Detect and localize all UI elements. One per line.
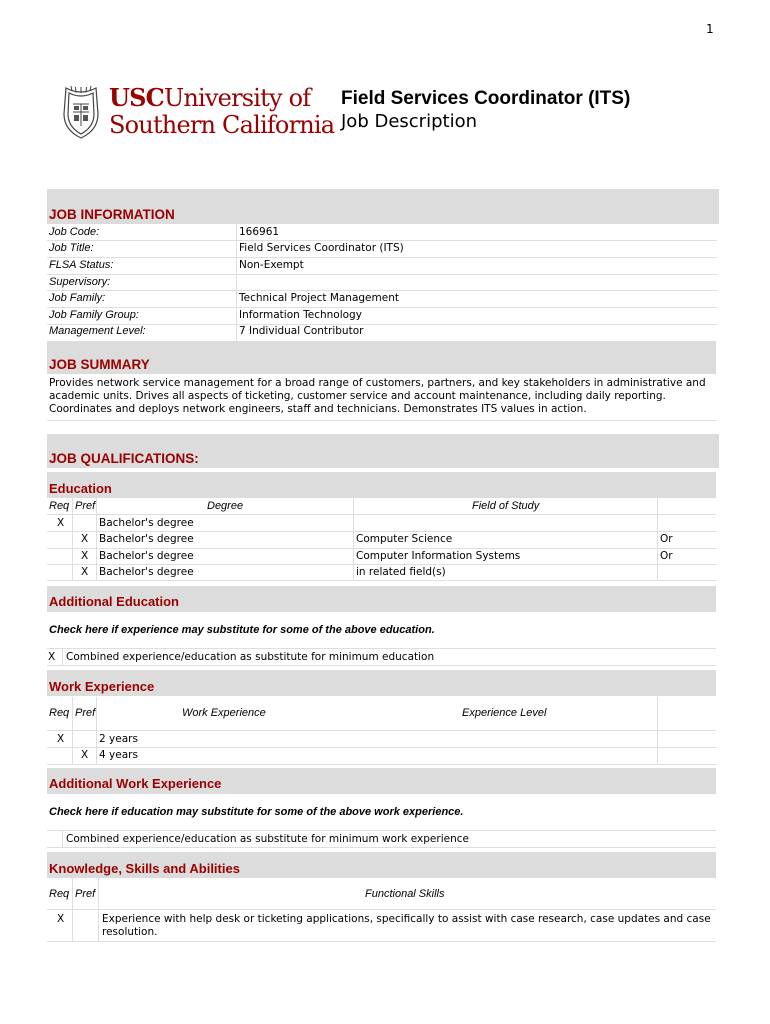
job-code-value: 166961 bbox=[239, 226, 280, 238]
ksa-skill-line: Experience with help desk or ticketing applications, specifically to assist with case research, case updates and case bbox=[102, 913, 711, 925]
job-family-value: Technical Project Management bbox=[239, 292, 399, 304]
job-family-label: Job Family: bbox=[49, 292, 106, 304]
education-degree: Bachelor's degree bbox=[99, 566, 194, 578]
job-summary-text bbox=[49, 377, 706, 416]
ksa-skill-text bbox=[102, 913, 711, 939]
job-summary-line: Provides network service management for a broad range of customers, partners, and key stakeholders in administrative and bbox=[49, 377, 706, 389]
work-experience-value: 4 years bbox=[99, 749, 138, 761]
ksa-col-req: Req bbox=[49, 888, 70, 900]
education-col-field: Field of Study bbox=[472, 500, 540, 512]
ksa-skill-line: resolution. bbox=[102, 926, 158, 938]
job-summary-heading: JOB SUMMARY bbox=[49, 357, 150, 372]
work-experience-heading: Work Experience bbox=[49, 679, 155, 694]
education-field: Computer Science bbox=[356, 533, 453, 545]
page-number: 1 bbox=[706, 22, 714, 36]
education-or: Or bbox=[660, 533, 673, 545]
logo-university: University of bbox=[163, 84, 311, 112]
work-col-level: Experience Level bbox=[462, 707, 547, 719]
ksa-req-mark: X bbox=[57, 913, 65, 925]
additional-education-item: Combined experience/education as substitute for minimum education bbox=[66, 651, 435, 663]
education-heading: Education bbox=[49, 481, 112, 496]
additional-work-experience-note: Check here if education may substitute for some of the above work experience. bbox=[49, 806, 464, 818]
job-title-label: Job Title: bbox=[49, 242, 94, 254]
flsa-status-value: Non-Exempt bbox=[239, 259, 304, 271]
job-qualifications-heading: JOB QUALIFICATIONS: bbox=[49, 451, 199, 466]
job-family-group-label: Job Family Group: bbox=[49, 309, 139, 321]
job-summary-line: academic units. Drives all aspects of ticketing, customer service and account maintenance, including daily reporting. bbox=[49, 390, 666, 402]
work-col-pref: Pref bbox=[75, 707, 96, 719]
additional-education-checkbox: X bbox=[48, 651, 56, 663]
education-or: Or bbox=[660, 550, 673, 562]
job-code-label: Job Code: bbox=[49, 226, 100, 238]
usc-seal-icon bbox=[58, 84, 104, 140]
education-pref-mark: X bbox=[81, 550, 89, 562]
work-col-req: Req bbox=[49, 707, 70, 719]
ksa-heading: Knowledge, Skills and Abilities bbox=[49, 861, 240, 876]
education-header bbox=[47, 472, 716, 498]
document-subtitle: Job Description bbox=[341, 111, 477, 132]
supervisory-label: Supervisory: bbox=[49, 276, 111, 288]
ksa-col-skills: Functional Skills bbox=[365, 888, 445, 900]
education-table bbox=[47, 498, 716, 581]
work-experience-table bbox=[47, 697, 716, 765]
education-field: Computer Information Systems bbox=[356, 550, 521, 562]
education-col-pref: Pref bbox=[75, 500, 96, 512]
education-pref-mark: X bbox=[81, 566, 89, 578]
education-degree: Bachelor's degree bbox=[99, 517, 194, 529]
education-degree: Bachelor's degree bbox=[99, 533, 194, 545]
education-col-degree: Degree bbox=[207, 500, 244, 512]
work-req-mark: X bbox=[57, 733, 65, 745]
education-degree: Bachelor's degree bbox=[99, 550, 194, 562]
logo-southern-california: Southern California bbox=[109, 111, 335, 139]
document-title: Field Services Coordinator (ITS) bbox=[341, 88, 631, 109]
job-information-table bbox=[47, 224, 719, 341]
ksa-col-pref: Pref bbox=[75, 888, 96, 900]
logo-usc: USC bbox=[109, 83, 164, 112]
work-pref-mark: X bbox=[81, 749, 89, 761]
management-level-label: Management Level: bbox=[49, 325, 146, 337]
work-col-experience: Work Experience bbox=[182, 707, 266, 719]
ksa-table bbox=[47, 878, 716, 942]
additional-work-experience-item: Combined experience/education as substitute for minimum work experience bbox=[66, 833, 469, 845]
job-title-value: Field Services Coordinator (ITS) bbox=[239, 242, 404, 254]
job-summary-line: Coordinates and deploys network engineers, staff and technicians. Demonstrates ITS values in action. bbox=[49, 403, 587, 415]
job-family-group-value: Information Technology bbox=[239, 309, 362, 321]
additional-education-heading: Additional Education bbox=[49, 594, 179, 609]
additional-education-note: Check here if experience may substitute for some of the above education. bbox=[49, 624, 435, 636]
education-col-req: Req bbox=[49, 500, 70, 512]
work-experience-value: 2 years bbox=[99, 733, 138, 745]
flsa-status-label: FLSA Status: bbox=[49, 259, 114, 271]
job-information-heading: JOB INFORMATION bbox=[49, 207, 175, 222]
usc-logo bbox=[58, 83, 335, 140]
additional-work-experience-heading: Additional Work Experience bbox=[49, 776, 222, 791]
education-pref-mark: X bbox=[81, 533, 89, 545]
management-level-value: 7 Individual Contributor bbox=[239, 325, 364, 337]
education-req-mark: X bbox=[57, 517, 65, 529]
education-field: in related field(s) bbox=[356, 566, 446, 578]
